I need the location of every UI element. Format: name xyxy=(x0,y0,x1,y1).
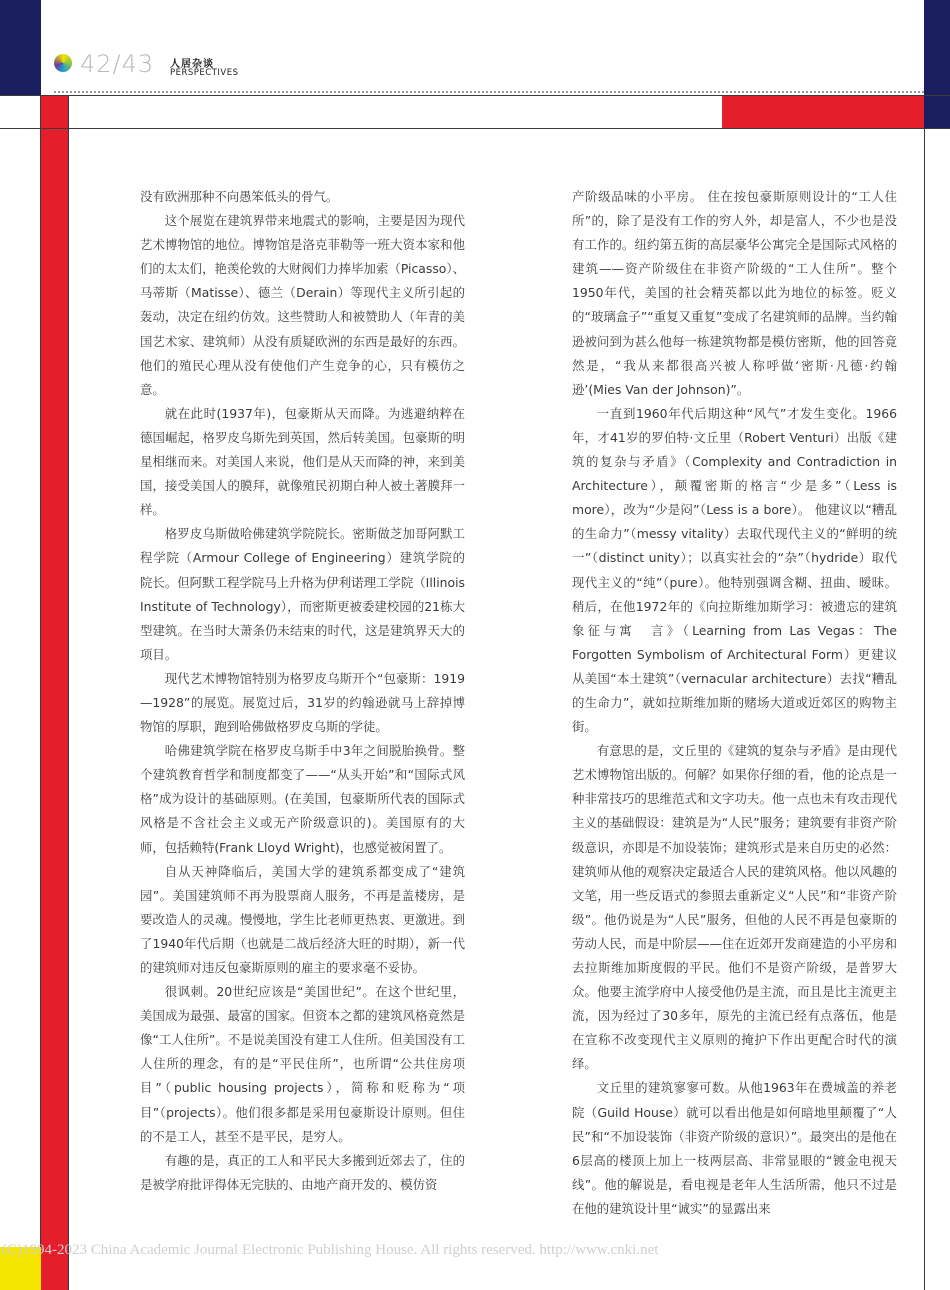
magazine-title-cn: 人居杂谈 xyxy=(170,59,214,70)
paragraph: 一直到1960年代后期这种“风气”才发生变化。1966年，才41岁的罗伯特·文丘里（Robert Venturi）出版《建筑的复杂与矛盾》（Complexity and Contradiction in Architecture），颠覆密斯的格言“少是多”（Less is more），改为“少是闷”（Less is a bore）。 他建议以“糟乱的生命力”（messy vitality）去取代现代主义的“鲜明的统一”（distinct unity）；以真实社会的“杂”（hydride）取代现代主义的“纯”（pure）。他特别强调含糊、扭曲、暧昧。稍后，在他1972年的《向拉斯维加斯学习：被遗忘的建筑象征与寓 言》（Learning from Las Vegas：The Forgotten Symbolism of Architectural Form）更建议从美国“本土建筑”（vernacular architecture）去找“糟乱的生命力”，就如拉斯维加斯的赌场大道或近郊区的购物主街。 xyxy=(572,405,897,735)
magazine-title-en: PERSPECTIVES xyxy=(170,68,239,78)
paragraph: 文丘里的建筑寥寥可数。从他1963年在费城盖的养老院（Guild House）就可以看出他是如何暗地里颠覆了“人民”和“不加设装饰（非资产阶级的意识）”。最突出的是他在6层高的楼顶上加上一枝两层高、非常显眼的“镀金电视天线”。他的解说是，看电视是老年人生活所需，他只不过是在他的建筑设计里“诚实”的显露出来 xyxy=(572,1080,897,1216)
page-number: 42/43 xyxy=(80,50,155,78)
paragraph: 有意思的是，文丘里的《建筑的复杂与矛盾》是由现代艺术博物馆出版的。何解？如果你仔细的看，他的论点是一种非常技巧的思维范式和文字功夫。他一点也未有攻击现代主义的基础假设：建筑是为“人民”服务；建筑要有非资产阶级意识，亦即是不加设装饰；建筑形式是来自历史的必然：建筑师从他的观察决定最适合人民的建筑风格。他以风趣的文笔，用一些反语式的参照去重新定义“人民”和“非资产阶级”。他仍说是为“人民”服务，但他的人民不再是包豪斯的劳动人民，而是中阶层——住在近郊开发商建造的小平房和去拉斯维加斯度假的平民。他们不是资产阶级，是普罗大众。他要主流学府中人接受他仍是主流，而且是比主流更主流，因为经过了30多年，原先的主流已经有点落伍，他是在宣称不改变现代主义原则的掩护下作出更配合时代的演绎。 xyxy=(572,743,897,1072)
paragraph: 现代艺术博物馆特别为格罗皮乌斯开个“包豪斯：1919—1928”的展览。展览过后，31岁的约翰逊就马上辞掉博物馆的厚职，跑到哈佛做格罗皮乌斯的学徒。 xyxy=(140,670,465,735)
paragraph: 有趣的是，真正的工人和平民大多搬到近郊去了，住的是被学府批评得体无完肤的、由地产商开发的、模仿资 xyxy=(140,1152,465,1192)
right-text-column xyxy=(572,185,897,1221)
header-rule-bottom xyxy=(0,128,950,129)
side-rule-left xyxy=(40,96,41,1290)
side-rule-inner xyxy=(68,96,69,1290)
paragraph: 哈佛建筑学院在格罗皮乌斯手中3年之间脱胎换骨。整个建筑教育哲学和制度都变了——“从头开始”和“国际式风格”成为设计的基础原则。(在美国，包豪斯所代表的国际式风格是不含社会主义或无产阶级意识的)。美国原有的大师，包括赖特(Frank Lloyd Wright)，也感觉被闲置了。 xyxy=(140,743,465,855)
side-rule-right xyxy=(924,128,925,1290)
header-rule-top xyxy=(0,95,950,96)
paragraph: 自从天神降临后，美国大学的建筑系都变成了“建筑园”。美国建筑师不再为股票商人服务，不再是盖楼房，是要改造人的灵魂。慢慢地，学生比老师更热衷、更激进。到了1940年代后期（也就是二战后经济大旺的时期），新一代的建筑师对违反包豪斯原则的雇主的要求毫不妥协。 xyxy=(140,863,465,975)
red-header-bar xyxy=(722,96,924,128)
paragraph: 就在此时(1937年)，包豪斯从天而降。为逃避纳粹在德国崛起，格罗皮乌斯先到英国，然后转美国。包豪斯的明星相继而来。对美国人来说，他们是从天而降的神，来到美国，接受美国人的膜拜，就像殖民初期白种人被土著膜拜一样。 xyxy=(140,405,465,518)
left-text-column xyxy=(140,185,465,1197)
paragraph: 格罗皮乌斯做哈佛建筑学院院长。密斯做芝加哥阿默工程学院（Armour College of Engineering）建筑学院的院长。但阿默工程学院马上升格为伊利诺理工学院（Illinois Institute of Technology），而密斯更被委建校园的21栋大型建筑。在当时大萧条仍未结束的时代，这是建筑界天大的项目。 xyxy=(140,526,465,662)
red-side-band xyxy=(41,96,68,1290)
paragraph: 这个展览在建筑界带来地震式的影响，主要是因为现代艺术博物馆的地位。博物馆是洛克菲勒等一班大资本家和他们的太太们，艳羡伦敦的大财阀们力捧毕加索（Picasso）、马蒂斯（Matisse）、德兰（Derain）等现代主义所引起的轰动，决定在纽约仿效。这些赞助人和被赞助人（年青的美国艺术家、建筑师）从没有质疑欧洲的东西是最好的东西。他们的殖民心理从没有使他们产生竞争的心，只有模仿之意。 xyxy=(140,213,465,397)
copyright-footer: (C)1994-2023 China Academic Journal Electronic Publishing House. All rights reserved. http://www.cnki.net xyxy=(2,1242,659,1258)
paragraph: 没有欧洲那种不向愚笨低头的骨气。 xyxy=(140,189,339,204)
dotted-divider xyxy=(54,91,924,93)
magazine-logo-icon xyxy=(54,54,72,72)
navy-right-block xyxy=(924,0,950,128)
paragraph: 很讽刺。20世纪应该是“美国世纪”。在这个世纪里，美国成为最强、最富的国家。但资本之都的建筑风格竟然是像“工人住所”。不是说美国没有建工人住所。但美国没有工人住所的理念，有的是“平民住所”，也所谓“公共住房项目”（public housing projects），简称和贬称为“项目”（projects）。他们很多都是采用包豪斯设计原则。但住的不是工人，甚至不是平民，是穷人。 xyxy=(140,984,465,1144)
paragraph: 产阶级品味的小平房。 住在按包豪斯原则设计的“工人住所”的，除了是没有工作的穷人外，却是富人，不少也是没有工作的。纽约第五街的高层豪华公寓完全是国际式风格的建筑——资产阶级住在非资产阶级的“工人住所”。整个1950年代，美国的社会精英都以此为地位的标签。贬义的“玻璃盒子”“重复又重复”变成了名建筑师的品牌。当约翰逊被问到为甚么他每一栋建筑物都是模仿密斯，他的回答竟然是，“我从来都很高兴被人称呼做‘密斯·凡德·约翰逊’(Mies Van der Johnson)”。 xyxy=(572,189,897,397)
navy-corner-block xyxy=(0,0,41,96)
